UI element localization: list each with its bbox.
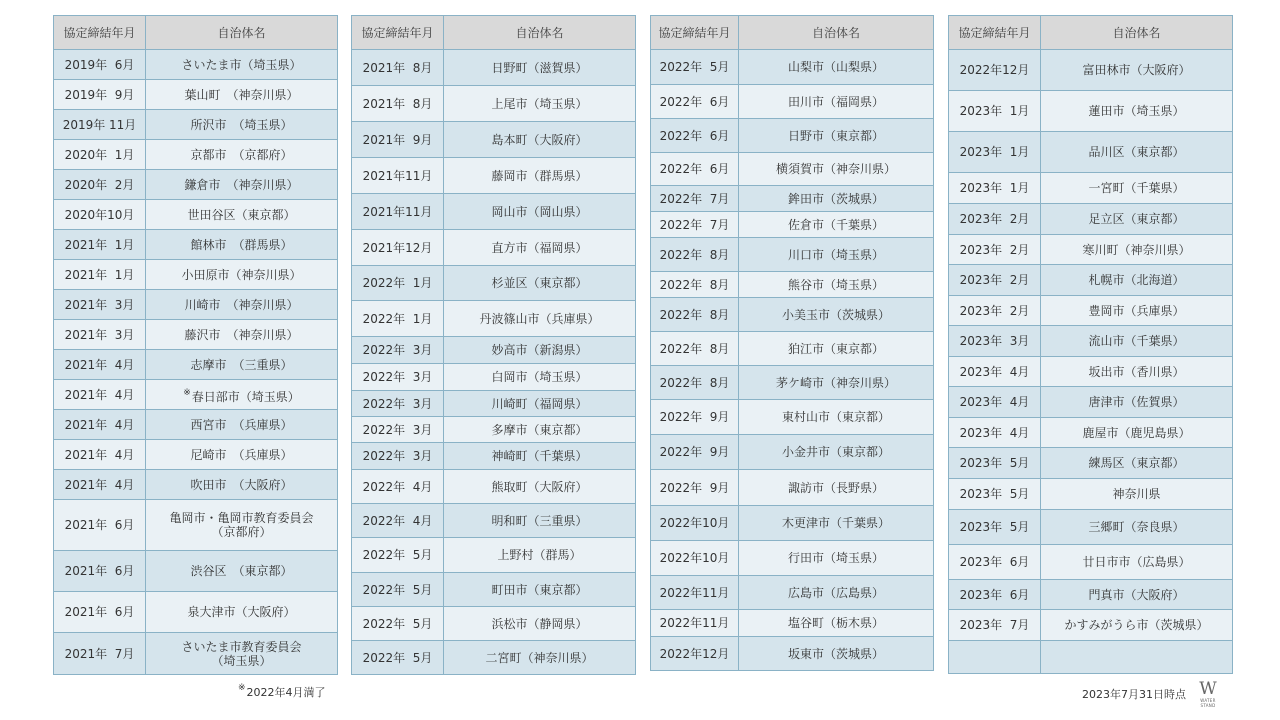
agreement-date-cell: 2023年 3月	[949, 326, 1041, 357]
table-row	[352, 641, 636, 675]
municipality-name-cell: さいたま市教育委員会 （埼玉県）	[146, 633, 338, 675]
table-row	[54, 110, 338, 140]
table-row	[949, 545, 1233, 580]
table-row	[949, 326, 1233, 357]
table-row	[651, 186, 934, 212]
agreement-date-cell: 2022年10月	[651, 506, 739, 541]
municipality-name-cell: 丹波篠山市（兵庫県）	[444, 301, 636, 337]
agreement-date-cell: 2022年 6月	[651, 119, 739, 153]
municipality-name-cell: 練馬区（東京都）	[1041, 448, 1233, 479]
agreement-date-cell: 2022年10月	[651, 541, 739, 576]
table-row	[352, 266, 636, 301]
municipality-name-cell: 山梨市（山梨県）	[739, 50, 934, 85]
footnote-mark: ※	[238, 683, 246, 693]
table-row	[651, 238, 934, 272]
agreement-table-2	[351, 15, 636, 675]
agreement-date-cell: 2022年 5月	[352, 573, 444, 607]
municipality-name-cell: 坂出市（香川県）	[1041, 357, 1233, 387]
table-row	[54, 230, 338, 260]
agreement-date-cell: 2021年 8月	[352, 50, 444, 86]
municipality-name: 春日部市（埼玉県）	[191, 389, 300, 404]
municipality-name-cell: 多摩市（東京都）	[444, 417, 636, 443]
agreement-date-cell: 2023年 4月	[949, 357, 1041, 387]
municipality-name-cell: 木更津市（千葉県）	[739, 506, 934, 541]
agreement-date-cell: 2023年 2月	[949, 235, 1041, 265]
table-row	[949, 479, 1233, 510]
table-row	[54, 551, 338, 592]
municipality-name-cell: 川崎市 （神奈川県）	[146, 290, 338, 320]
municipality-name-cell: 横須賀市（神奈川県）	[739, 153, 934, 186]
municipality-name-cell: 田川市（福岡県）	[739, 85, 934, 119]
table-row	[54, 350, 338, 380]
table-row	[651, 470, 934, 506]
agreement-date-cell: 2022年 5月	[352, 641, 444, 675]
municipality-name-cell: 小田原市（神奈川県）	[146, 260, 338, 290]
table-row	[54, 470, 338, 500]
municipality-name-cell: 吹田市 （大阪府）	[146, 470, 338, 500]
table-row	[352, 538, 636, 573]
municipality-name-cell: 神崎町（千葉県）	[444, 443, 636, 470]
agreement-date-cell: 2022年 9月	[651, 470, 739, 506]
table-row	[651, 637, 934, 671]
agreement-date-cell: 2023年 4月	[949, 418, 1041, 448]
agreement-date-cell: 2022年 8月	[651, 332, 739, 366]
agreement-date-cell: 2021年 1月	[54, 260, 146, 290]
municipality-name-cell: 葉山町 （神奈川県）	[146, 80, 338, 110]
table-row	[54, 380, 338, 410]
municipality-name-cell: 塩谷町（栃木県）	[739, 610, 934, 637]
table-row	[352, 50, 636, 86]
municipality-name-cell: 世田谷区（東京都）	[146, 200, 338, 230]
municipality-name-cell: 鉾田市（茨城県）	[739, 186, 934, 212]
header-date: 協定締結年月	[651, 16, 739, 50]
municipality-name-cell: 行田市（埼玉県）	[739, 541, 934, 576]
table-row	[352, 194, 636, 230]
table-row	[949, 610, 1233, 641]
agreement-date-cell: 2022年 6月	[651, 153, 739, 186]
table-row	[651, 212, 934, 238]
table-row	[54, 290, 338, 320]
table-row	[949, 173, 1233, 204]
table-row	[54, 260, 338, 290]
municipality-name-cell: 三郷町（奈良県）	[1041, 510, 1233, 545]
table-row	[54, 500, 338, 551]
municipality-name-cell: 亀岡市・亀岡市教育委員会 （京都府）	[146, 500, 338, 551]
table-row	[54, 410, 338, 440]
header-name: 自治体名	[146, 16, 338, 50]
header-date: 協定締結年月	[949, 16, 1041, 50]
agreement-date-cell: 2023年 6月	[949, 580, 1041, 610]
table-row	[651, 50, 934, 85]
agreement-date-cell: 2020年 2月	[54, 170, 146, 200]
table-row	[352, 337, 636, 364]
table-row	[651, 400, 934, 435]
table-row	[352, 573, 636, 607]
agreement-date-cell: 2021年 4月	[54, 440, 146, 470]
agreement-date-cell: 2023年 5月	[949, 479, 1041, 510]
agreement-date-cell: 2021年 3月	[54, 290, 146, 320]
note-mark: ※	[183, 387, 191, 398]
municipality-name-cell: 小美玉市（茨城県）	[739, 298, 934, 332]
agreement-date-cell: 2021年 6月	[54, 551, 146, 592]
table-row	[352, 230, 636, 266]
municipality-name-cell: 豊岡市（兵庫県）	[1041, 296, 1233, 326]
table-row	[54, 440, 338, 470]
table-row	[54, 320, 338, 350]
municipality-name-cell: 諏訪市（長野県）	[739, 470, 934, 506]
agreement-date-cell: 2023年 2月	[949, 296, 1041, 326]
agreement-date-cell: 2023年 1月	[949, 173, 1041, 204]
header-name: 自治体名	[1041, 16, 1233, 50]
municipality-name-cell: 上尾市（埼玉県）	[444, 86, 636, 122]
table-row	[651, 435, 934, 470]
table-row	[651, 153, 934, 186]
municipality-name-cell: 流山市（千葉県）	[1041, 326, 1233, 357]
table-row	[54, 200, 338, 230]
agreement-date-cell: 2022年 4月	[352, 470, 444, 504]
agreement-date-cell: 2021年 4月	[54, 470, 146, 500]
municipality-name-cell: 日野町（滋賀県）	[444, 50, 636, 86]
municipality-name-cell: 札幌市（北海道）	[1041, 265, 1233, 296]
table-row	[352, 417, 636, 443]
table-row	[352, 470, 636, 504]
municipality-name-cell: 足立区（東京都）	[1041, 204, 1233, 235]
table-row	[54, 50, 338, 80]
table-row	[651, 85, 934, 119]
municipality-name-cell	[1041, 641, 1233, 674]
table-row	[651, 298, 934, 332]
table-row	[949, 387, 1233, 418]
agreement-date-cell: 2021年11月	[352, 158, 444, 194]
municipality-name-cell: 渋谷区 （東京都）	[146, 551, 338, 592]
municipality-name-cell: 小金井市（東京都）	[739, 435, 934, 470]
municipality-name-cell: 妙高市（新潟県）	[444, 337, 636, 364]
agreement-date-cell: 2022年 4月	[352, 504, 444, 538]
municipality-name-cell: 二宮町（神奈川県）	[444, 641, 636, 675]
as-of-date: 2023年7月31日時点	[1082, 688, 1186, 701]
municipality-name-cell: 坂東市（茨城県）	[739, 637, 934, 671]
municipality-name-cell: 熊取町（大阪府）	[444, 470, 636, 504]
agreement-date-cell: 2023年 2月	[949, 265, 1041, 296]
municipality-name-cell: 明和町（三重県）	[444, 504, 636, 538]
agreement-date-cell: 2022年 3月	[352, 391, 444, 417]
agreement-date-cell: 2023年 7月	[949, 610, 1041, 641]
agreement-date-cell: 2022年11月	[651, 610, 739, 637]
municipality-name-cell: 蓮田市（埼玉県）	[1041, 91, 1233, 132]
municipality-name-cell: 杉並区（東京都）	[444, 266, 636, 301]
table-row	[949, 296, 1233, 326]
footnote	[238, 683, 326, 700]
municipality-name-cell: 広島市（広島県）	[739, 576, 934, 610]
agreement-date-cell: 2019年 9月	[54, 80, 146, 110]
table-row	[352, 504, 636, 538]
agreement-date-cell: 2022年 6月	[651, 85, 739, 119]
municipality-name-cell: 志摩市 （三重県）	[146, 350, 338, 380]
agreement-date-cell: 2021年 4月	[54, 350, 146, 380]
agreement-date-cell: 2022年 1月	[352, 301, 444, 337]
table-row	[949, 580, 1233, 610]
table-row	[352, 301, 636, 337]
logo-text: WATER STAND	[1200, 698, 1216, 708]
municipality-name-cell: 佐倉市（千葉県）	[739, 212, 934, 238]
agreement-date-cell: 2022年 8月	[651, 298, 739, 332]
municipality-name-cell: 日野市（東京都）	[739, 119, 934, 153]
table-row	[949, 204, 1233, 235]
agreement-date-cell: 2021年 1月	[54, 230, 146, 260]
agreement-date-cell: 2022年 3月	[352, 443, 444, 470]
municipality-name-cell: さいたま市（埼玉県）	[146, 50, 338, 80]
municipality-name-cell: 狛江市（東京都）	[739, 332, 934, 366]
agreement-date-cell: 2021年 4月	[54, 410, 146, 440]
agreement-date-cell: 2022年 5月	[352, 538, 444, 573]
table-row	[949, 265, 1233, 296]
agreement-date-cell: 2023年 5月	[949, 510, 1041, 545]
agreement-date-cell: 2022年 8月	[651, 238, 739, 272]
municipality-name-cell: 泉大津市（大阪府）	[146, 592, 338, 633]
municipality-name-cell: 鹿屋市（鹿児島県）	[1041, 418, 1233, 448]
municipality-name-cell: 東村山市（東京都）	[739, 400, 934, 435]
municipality-name-cell: 尼崎市 （兵庫県）	[146, 440, 338, 470]
municipality-name-cell: 熊谷市（埼玉県）	[739, 272, 934, 298]
municipality-name-cell: 上野村（群馬）	[444, 538, 636, 573]
municipality-name-cell: 西宮市 （兵庫県）	[146, 410, 338, 440]
agreement-date-cell: 2019年 6月	[54, 50, 146, 80]
agreement-date-cell: 2021年11月	[352, 194, 444, 230]
municipality-name-cell: 門真市（大阪府）	[1041, 580, 1233, 610]
table-row	[54, 140, 338, 170]
agreement-date-cell: 2022年 3月	[352, 417, 444, 443]
table-row	[949, 235, 1233, 265]
agreement-table-1	[53, 15, 338, 675]
logo-letter: W	[1199, 679, 1217, 699]
municipality-name-cell: 島本町（大阪府）	[444, 122, 636, 158]
table-row	[949, 418, 1233, 448]
header-date: 協定締結年月	[352, 16, 444, 50]
municipality-name-cell: 所沢市 （埼玉県）	[146, 110, 338, 140]
agreement-date-cell: 2022年 9月	[651, 435, 739, 470]
municipality-name-cell: 一宮町（千葉県）	[1041, 173, 1233, 204]
table-row	[651, 541, 934, 576]
agreement-date-cell: 2022年 3月	[352, 337, 444, 364]
table-row	[651, 119, 934, 153]
municipality-name-cell: 鎌倉市 （神奈川県）	[146, 170, 338, 200]
table-row	[949, 510, 1233, 545]
table-row	[54, 170, 338, 200]
agreement-date-cell: 2022年 5月	[651, 50, 739, 85]
agreement-table-3	[650, 15, 934, 671]
municipality-name-cell: 寒川町（神奈川県）	[1041, 235, 1233, 265]
municipality-name-cell: 茅ケ崎市（神奈川県）	[739, 366, 934, 400]
agreement-date-cell: 2022年 7月	[651, 186, 739, 212]
municipality-name-cell: 川崎町（福岡県）	[444, 391, 636, 417]
agreement-date-cell: 2020年 1月	[54, 140, 146, 170]
agreement-date-cell: 2022年12月	[651, 637, 739, 671]
municipality-name-cell	[146, 380, 338, 410]
agreement-date-cell: 2022年11月	[651, 576, 739, 610]
agreement-date-cell: 2022年12月	[949, 50, 1041, 91]
agreement-date-cell: 2023年 5月	[949, 448, 1041, 479]
table-row	[651, 610, 934, 637]
municipality-name-cell: 浜松市（静岡県）	[444, 607, 636, 641]
table-row	[949, 448, 1233, 479]
agreement-date-cell: 2023年 1月	[949, 132, 1041, 173]
table-row	[949, 132, 1233, 173]
agreement-date-cell: 2023年 2月	[949, 204, 1041, 235]
table-row	[54, 633, 338, 675]
agreement-date-cell: 2022年 5月	[352, 607, 444, 641]
agreement-date-cell: 2022年 8月	[651, 366, 739, 400]
header-name: 自治体名	[444, 16, 636, 50]
municipality-name-cell: 川口市（埼玉県）	[739, 238, 934, 272]
municipality-name-cell: 岡山市（岡山県）	[444, 194, 636, 230]
table-row	[651, 576, 934, 610]
agreement-date-cell: 2022年 1月	[352, 266, 444, 301]
agreement-date-cell: 2019年 11月	[54, 110, 146, 140]
table-row	[949, 357, 1233, 387]
table-row	[352, 122, 636, 158]
municipality-name-cell: 京都市 （京都府）	[146, 140, 338, 170]
agreement-date-cell: 2023年 1月	[949, 91, 1041, 132]
header-name: 自治体名	[739, 16, 934, 50]
footnote-text: 2022年4月満了	[246, 686, 326, 699]
municipality-name-cell: 直方市（福岡県）	[444, 230, 636, 266]
municipality-name-cell: 品川区（東京都）	[1041, 132, 1233, 173]
agreement-date-cell: 2022年 8月	[651, 272, 739, 298]
table-row	[352, 391, 636, 417]
municipality-name-cell: 廿日市市（広島県）	[1041, 545, 1233, 580]
table-row	[949, 50, 1233, 91]
table-row	[651, 332, 934, 366]
agreement-date-cell: 2021年12月	[352, 230, 444, 266]
table-row	[54, 80, 338, 110]
agreement-date-cell	[949, 641, 1041, 674]
agreement-date-cell: 2023年 6月	[949, 545, 1041, 580]
table-row	[352, 364, 636, 391]
header-date: 協定締結年月	[54, 16, 146, 50]
agreement-date-cell: 2021年 6月	[54, 500, 146, 551]
municipality-name-cell: 白岡市（埼玉県）	[444, 364, 636, 391]
municipality-name-cell: 町田市（東京都）	[444, 573, 636, 607]
agreement-date-cell: 2021年 9月	[352, 122, 444, 158]
table-row	[651, 366, 934, 400]
agreement-date-cell: 2021年 8月	[352, 86, 444, 122]
agreement-date-cell: 2021年 7月	[54, 633, 146, 675]
agreement-date-cell: 2023年 4月	[949, 387, 1041, 418]
municipality-name-cell: 唐津市（佐賀県）	[1041, 387, 1233, 418]
table-row	[651, 272, 934, 298]
agreement-table-4	[948, 15, 1233, 674]
agreement-date-cell: 2022年 9月	[651, 400, 739, 435]
table-row	[352, 86, 636, 122]
municipality-name-cell: 館林市 （群馬県）	[146, 230, 338, 260]
table-row	[949, 91, 1233, 132]
municipality-name-cell: かすみがうら市（茨城県）	[1041, 610, 1233, 641]
table-row	[352, 158, 636, 194]
municipality-name-cell: 藤岡市（群馬県）	[444, 158, 636, 194]
agreement-date-cell: 2021年 3月	[54, 320, 146, 350]
table-row	[949, 641, 1233, 674]
agreement-date-cell: 2022年 3月	[352, 364, 444, 391]
table-row	[352, 607, 636, 641]
water-stand-logo	[1196, 680, 1220, 710]
agreement-date-cell: 2021年 4月	[54, 380, 146, 410]
municipality-name-cell: 神奈川県	[1041, 479, 1233, 510]
agreement-date-cell: 2020年10月	[54, 200, 146, 230]
table-row	[54, 592, 338, 633]
municipality-name-cell: 藤沢市 （神奈川県）	[146, 320, 338, 350]
table-row	[352, 443, 636, 470]
table-row	[651, 506, 934, 541]
municipality-name-cell: 富田林市（大阪府）	[1041, 50, 1233, 91]
agreement-date-cell: 2021年 6月	[54, 592, 146, 633]
agreement-date-cell: 2022年 7月	[651, 212, 739, 238]
